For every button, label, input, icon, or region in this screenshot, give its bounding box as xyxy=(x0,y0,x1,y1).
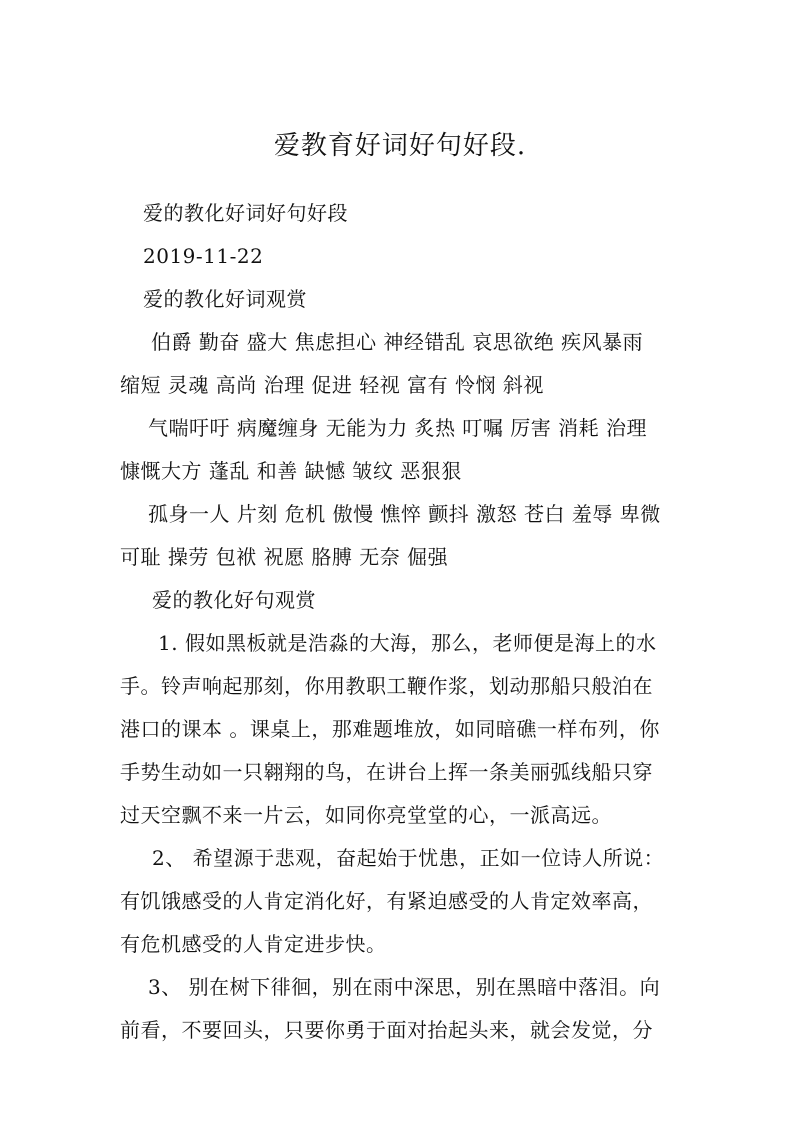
paragraph-line: 有危机感受的人肯定进步快。 xyxy=(120,932,387,956)
word-line: 伯爵 勤奋 盛大 焦虑担心 神经错乱 哀思欲绝 疾风暴雨 xyxy=(151,330,644,354)
word-line: 孤身一人 片刻 危机 傲慢 憔悴 颤抖 激怒 苍白 羞辱 卑微 xyxy=(148,502,661,526)
word-line: 可耻 操劳 包袱 祝愿 胳膊 无奈 倔强 xyxy=(120,545,449,569)
paragraph-line: 1. 假如黑板就是浩淼的大海，那么，老师便是海上的水 xyxy=(158,631,657,655)
word-line: 缩短 灵魂 高尚 治理 促进 轻视 富有 怜悯 斜视 xyxy=(120,373,544,397)
paragraph-line: 手势生动如一只翱翔的鸟，在讲台上挥一条美丽弧线船只穿 xyxy=(120,760,653,784)
date: 2019-11-22 xyxy=(143,244,264,268)
subtitle: 爱的教化好词好句好段 xyxy=(143,201,348,225)
section-heading-words: 爱的教化好词观赏 xyxy=(143,287,307,311)
word-line: 气喘吁吁 病魔缠身 无能为力 炙热 叮嘱 厉害 消耗 治理 xyxy=(148,416,648,440)
paragraph-line: 前看，不要回头，只要你勇于面对抬起头来，就会发觉，分 xyxy=(120,1018,653,1042)
paragraph-line: 3、 别在树下徘徊，别在雨中深思，别在黑暗中落泪。向 xyxy=(148,975,661,999)
section-heading-sentences: 爱的教化好句观赏 xyxy=(152,588,316,612)
paragraph-line: 手。铃声响起那刻，你用教职工鞭作浆，划动那船只般泊在 xyxy=(120,674,653,698)
paragraph-line: 过天空飘不来一片云，如同你亮堂堂的心，一派高远。 xyxy=(120,803,612,827)
paragraph-line: 港口的课本 。课桌上，那难题堆放，如同暗礁一样布列，你 xyxy=(120,717,660,741)
paragraph-line: 有饥饿感受的人肯定消化好，有紧迫感受的人肯定效率高， xyxy=(120,889,653,913)
word-line: 慷慨大方 蓬乱 和善 缺憾 皱纹 恶狠狠 xyxy=(120,459,462,483)
document-title: 爱教育好词好句好段. xyxy=(273,131,527,161)
paragraph-line: 2、 希望源于悲观，奋起始于忧患，正如一位诗人所说： xyxy=(152,846,665,870)
